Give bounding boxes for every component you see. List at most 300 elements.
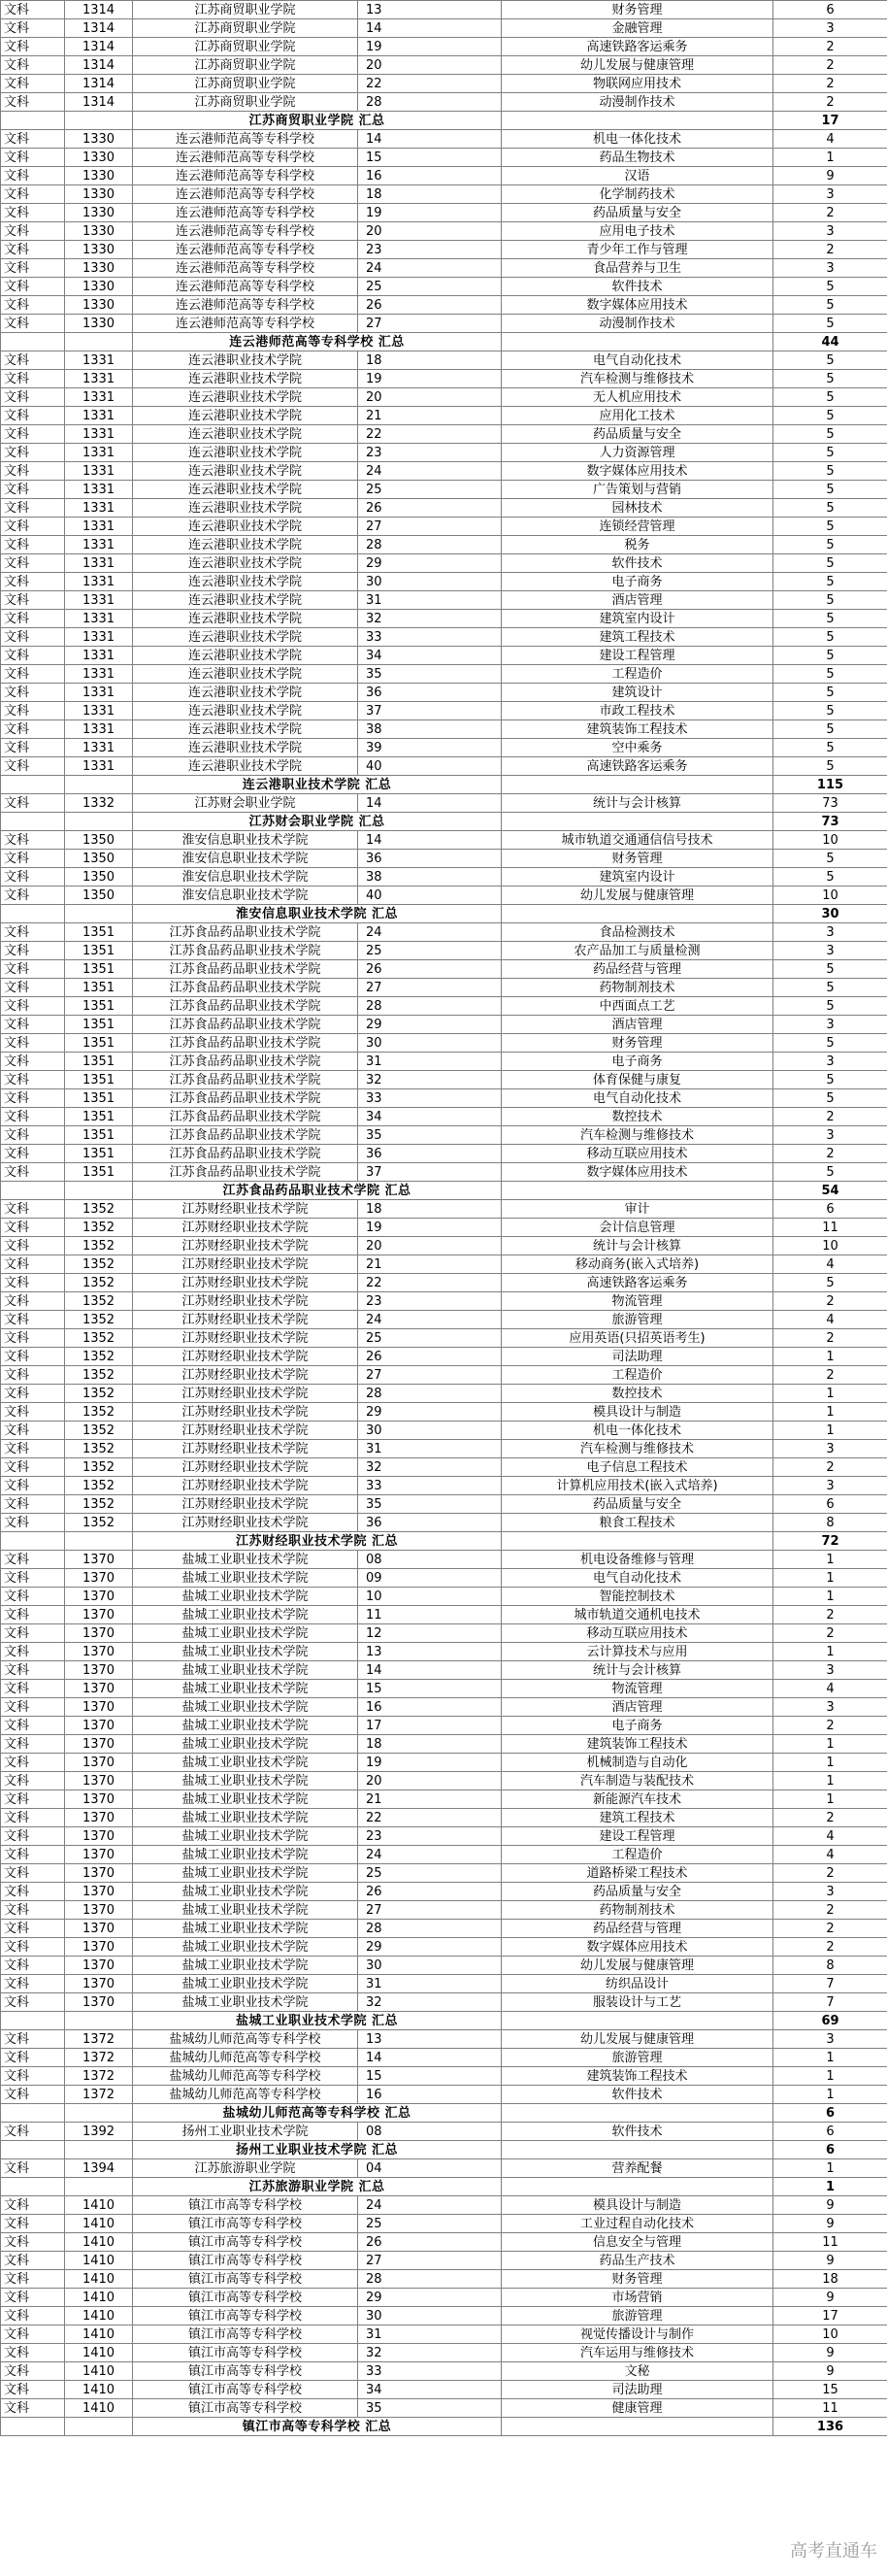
subject-cell: 文科 bbox=[1, 2196, 65, 2215]
major-name-cell: 道路桥梁工程技术 bbox=[502, 1864, 773, 1883]
empty-cell bbox=[65, 813, 133, 831]
plan-count-cell: 2 bbox=[773, 1809, 887, 1827]
table-row bbox=[1, 1385, 887, 1403]
major-code-cell: 19 bbox=[358, 38, 502, 56]
plan-count-cell: 2 bbox=[773, 241, 887, 259]
school-code-cell: 1351 bbox=[65, 1053, 133, 1071]
summary-row bbox=[1, 813, 887, 831]
major-name-cell: 物流管理 bbox=[502, 1680, 773, 1698]
major-name-cell: 电子商务 bbox=[502, 1717, 773, 1735]
plan-count-cell: 5 bbox=[773, 462, 887, 481]
school-name-cell: 盐城工业职业技术学院 bbox=[133, 1606, 358, 1624]
major-name-cell: 农产品加工与质量检测 bbox=[502, 942, 773, 960]
major-name-cell: 云计算技术与应用 bbox=[502, 1643, 773, 1661]
school-code-cell: 1410 bbox=[65, 2307, 133, 2325]
plan-count-cell: 5 bbox=[773, 960, 887, 979]
table-row bbox=[1, 1440, 887, 1458]
subject-cell: 文科 bbox=[1, 1957, 65, 1975]
major-code-cell: 14 bbox=[358, 794, 502, 813]
plan-count-cell: 5 bbox=[773, 1089, 887, 1108]
plan-count-cell: 5 bbox=[773, 1034, 887, 1053]
school-code-cell: 1370 bbox=[65, 1698, 133, 1717]
major-name-cell: 审计 bbox=[502, 1200, 773, 1219]
school-name-cell: 江苏财经职业技术学院 bbox=[133, 1440, 358, 1458]
subject-cell: 文科 bbox=[1, 684, 65, 702]
school-name-cell: 盐城工业职业技术学院 bbox=[133, 1772, 358, 1790]
table-row bbox=[1, 831, 887, 850]
major-name-cell: 模具设计与制造 bbox=[502, 1403, 773, 1422]
subject-cell: 文科 bbox=[1, 2233, 65, 2252]
school-code-cell: 1351 bbox=[65, 1145, 133, 1163]
major-name-cell: 应用化工技术 bbox=[502, 407, 773, 425]
plan-count-cell: 2 bbox=[773, 1292, 887, 1311]
table-row bbox=[1, 1569, 887, 1588]
plan-count-cell: 2 bbox=[773, 1864, 887, 1883]
table-row bbox=[1, 536, 887, 554]
school-name-cell: 连云港职业技术学院 bbox=[133, 554, 358, 573]
plan-count-cell: 5 bbox=[773, 757, 887, 776]
table-row bbox=[1, 149, 887, 167]
table-row bbox=[1, 1790, 887, 1809]
major-name-cell: 食品检测技术 bbox=[502, 923, 773, 942]
major-name-cell: 建设工程管理 bbox=[502, 647, 773, 665]
major-code-cell: 30 bbox=[358, 1034, 502, 1053]
plan-count-cell: 2 bbox=[773, 1145, 887, 1163]
major-code-cell: 24 bbox=[358, 1311, 502, 1329]
major-code-cell: 36 bbox=[358, 1514, 502, 1532]
school-code-cell: 1331 bbox=[65, 757, 133, 776]
plan-count-cell: 5 bbox=[773, 481, 887, 499]
table-row bbox=[1, 554, 887, 573]
summary-total: 17 bbox=[773, 112, 887, 130]
major-name-cell: 幼儿发展与健康管理 bbox=[502, 887, 773, 905]
empty-cell bbox=[65, 1182, 133, 1200]
school-name-cell: 江苏食品药品职业技术学院 bbox=[133, 979, 358, 997]
empty-cell bbox=[1, 2418, 65, 2436]
school-name-cell: 江苏商贸职业学院 bbox=[133, 38, 358, 56]
subject-cell: 文科 bbox=[1, 204, 65, 222]
school-name-cell: 盐城工业职业技术学院 bbox=[133, 1957, 358, 1975]
school-name-cell: 盐城工业职业技术学院 bbox=[133, 1883, 358, 1901]
major-code-cell: 27 bbox=[358, 1366, 502, 1385]
summary-row bbox=[1, 2104, 887, 2123]
summary-label: 盐城幼儿师范高等专科学校 汇总 bbox=[133, 2104, 502, 2123]
table-row bbox=[1, 2123, 887, 2141]
school-code-cell: 1331 bbox=[65, 536, 133, 554]
plan-count-cell: 5 bbox=[773, 351, 887, 370]
school-code-cell: 1331 bbox=[65, 407, 133, 425]
major-name-cell: 税务 bbox=[502, 536, 773, 554]
major-name-cell: 药品质量与安全 bbox=[502, 204, 773, 222]
summary-row bbox=[1, 2418, 887, 2436]
summary-label: 江苏财经职业技术学院 汇总 bbox=[133, 1532, 502, 1551]
table-row bbox=[1, 1237, 887, 1255]
school-name-cell: 江苏财经职业技术学院 bbox=[133, 1366, 358, 1385]
school-code-cell: 1331 bbox=[65, 499, 133, 518]
subject-cell: 文科 bbox=[1, 1643, 65, 1661]
school-code-cell: 1314 bbox=[65, 38, 133, 56]
major-code-cell: 32 bbox=[358, 1993, 502, 2012]
major-code-cell: 16 bbox=[358, 1698, 502, 1717]
plan-count-cell: 5 bbox=[773, 591, 887, 610]
major-name-cell: 旅游管理 bbox=[502, 2307, 773, 2325]
major-code-cell: 24 bbox=[358, 259, 502, 278]
subject-cell: 文科 bbox=[1, 997, 65, 1016]
plan-count-cell: 2 bbox=[773, 1366, 887, 1385]
school-code-cell: 1314 bbox=[65, 75, 133, 93]
plan-count-cell: 73 bbox=[773, 794, 887, 813]
school-name-cell: 淮安信息职业技术学院 bbox=[133, 868, 358, 887]
subject-cell: 文科 bbox=[1, 960, 65, 979]
watermark-text: 高考直通车 bbox=[790, 2541, 877, 2561]
table-row bbox=[1, 573, 887, 591]
table-row bbox=[1, 868, 887, 887]
empty-cell bbox=[65, 2178, 133, 2196]
school-code-cell: 1372 bbox=[65, 2067, 133, 2086]
subject-cell: 文科 bbox=[1, 19, 65, 38]
school-code-cell: 1370 bbox=[65, 1809, 133, 1827]
major-name-cell: 动漫制作技术 bbox=[502, 93, 773, 112]
table-row bbox=[1, 204, 887, 222]
table-row bbox=[1, 1993, 887, 2012]
plan-count-cell: 5 bbox=[773, 979, 887, 997]
plan-count-cell: 17 bbox=[773, 2307, 887, 2325]
plan-count-cell: 3 bbox=[773, 19, 887, 38]
summary-row bbox=[1, 1182, 887, 1200]
subject-cell: 文科 bbox=[1, 499, 65, 518]
table-row bbox=[1, 2159, 887, 2178]
school-code-cell: 1350 bbox=[65, 868, 133, 887]
school-name-cell: 盐城工业职业技术学院 bbox=[133, 1717, 358, 1735]
major-code-cell: 30 bbox=[358, 2307, 502, 2325]
major-name-cell: 高速铁路客运乘务 bbox=[502, 1274, 773, 1292]
plan-count-cell: 2 bbox=[773, 38, 887, 56]
major-code-cell: 33 bbox=[358, 628, 502, 647]
major-code-cell: 17 bbox=[358, 1717, 502, 1735]
table-row bbox=[1, 1366, 887, 1385]
major-name-cell: 健康管理 bbox=[502, 2399, 773, 2418]
major-code-cell: 20 bbox=[358, 1237, 502, 1255]
school-name-cell: 盐城工业职业技术学院 bbox=[133, 1661, 358, 1680]
table-row bbox=[1, 794, 887, 813]
table-row bbox=[1, 1422, 887, 1440]
school-code-cell: 1331 bbox=[65, 720, 133, 739]
subject-cell: 文科 bbox=[1, 2362, 65, 2381]
table-row bbox=[1, 130, 887, 149]
school-code-cell: 1330 bbox=[65, 130, 133, 149]
plan-count-cell: 4 bbox=[773, 1680, 887, 1698]
table-row bbox=[1, 444, 887, 462]
subject-cell: 文科 bbox=[1, 1883, 65, 1901]
table-row bbox=[1, 2399, 887, 2418]
major-code-cell: 36 bbox=[358, 684, 502, 702]
major-code-cell: 19 bbox=[358, 1219, 502, 1237]
subject-cell: 文科 bbox=[1, 2399, 65, 2418]
school-code-cell: 1331 bbox=[65, 462, 133, 481]
school-code-cell: 1370 bbox=[65, 1957, 133, 1975]
plan-count-cell: 9 bbox=[773, 2252, 887, 2270]
school-code-cell: 1351 bbox=[65, 1089, 133, 1108]
major-name-cell: 药品质量与安全 bbox=[502, 1883, 773, 1901]
school-code-cell: 1352 bbox=[65, 1348, 133, 1366]
school-name-cell: 江苏旅游职业学院 bbox=[133, 2159, 358, 2178]
major-code-cell: 31 bbox=[358, 1975, 502, 1993]
major-code-cell: 08 bbox=[358, 1551, 502, 1569]
subject-cell: 文科 bbox=[1, 665, 65, 684]
school-name-cell: 江苏商贸职业学院 bbox=[133, 93, 358, 112]
school-name-cell: 镇江市高等专科学校 bbox=[133, 2381, 358, 2399]
summary-total: 115 bbox=[773, 776, 887, 794]
major-code-cell: 04 bbox=[358, 2159, 502, 2178]
major-code-cell: 26 bbox=[358, 1883, 502, 1901]
plan-count-cell: 5 bbox=[773, 720, 887, 739]
school-code-cell: 1331 bbox=[65, 739, 133, 757]
table-row bbox=[1, 2270, 887, 2289]
table-row bbox=[1, 1680, 887, 1698]
table-row bbox=[1, 2215, 887, 2233]
school-name-cell: 江苏食品药品职业技术学院 bbox=[133, 1089, 358, 1108]
major-code-cell: 23 bbox=[358, 1827, 502, 1846]
table-row bbox=[1, 1274, 887, 1292]
major-code-cell: 21 bbox=[358, 407, 502, 425]
plan-count-cell: 10 bbox=[773, 2325, 887, 2344]
school-name-cell: 淮安信息职业技术学院 bbox=[133, 850, 358, 868]
school-code-cell: 1351 bbox=[65, 1071, 133, 1089]
school-code-cell: 1330 bbox=[65, 259, 133, 278]
major-name-cell: 食品营养与卫生 bbox=[502, 259, 773, 278]
major-code-cell: 16 bbox=[358, 2086, 502, 2104]
major-code-cell: 26 bbox=[358, 960, 502, 979]
major-code-cell: 19 bbox=[358, 204, 502, 222]
major-name-cell: 机械制造与自动化 bbox=[502, 1754, 773, 1772]
major-name-cell: 建筑工程技术 bbox=[502, 1809, 773, 1827]
school-code-cell: 1370 bbox=[65, 1846, 133, 1864]
major-code-cell: 25 bbox=[358, 1329, 502, 1348]
school-code-cell: 1350 bbox=[65, 831, 133, 850]
school-code-cell: 1370 bbox=[65, 1680, 133, 1698]
table-row bbox=[1, 1495, 887, 1514]
major-code-cell: 34 bbox=[358, 1108, 502, 1126]
major-name-cell: 数字媒体应用技术 bbox=[502, 296, 773, 315]
table-row bbox=[1, 997, 887, 1016]
school-code-cell: 1372 bbox=[65, 2030, 133, 2049]
subject-cell: 文科 bbox=[1, 241, 65, 259]
plan-count-cell: 5 bbox=[773, 444, 887, 462]
school-code-cell: 1370 bbox=[65, 1975, 133, 1993]
major-code-cell: 18 bbox=[358, 185, 502, 204]
table-row bbox=[1, 315, 887, 333]
major-name-cell: 电气自动化技术 bbox=[502, 1089, 773, 1108]
subject-cell: 文科 bbox=[1, 93, 65, 112]
subject-cell: 文科 bbox=[1, 1514, 65, 1532]
table-row bbox=[1, 93, 887, 112]
school-name-cell: 连云港师范高等专科学校 bbox=[133, 185, 358, 204]
subject-cell: 文科 bbox=[1, 1403, 65, 1422]
summary-row bbox=[1, 2141, 887, 2159]
empty-cell bbox=[502, 776, 773, 794]
empty-cell bbox=[502, 1532, 773, 1551]
subject-cell: 文科 bbox=[1, 2086, 65, 2104]
subject-cell: 文科 bbox=[1, 425, 65, 444]
major-name-cell: 应用电子技术 bbox=[502, 222, 773, 241]
school-code-cell: 1370 bbox=[65, 1569, 133, 1588]
subject-cell: 文科 bbox=[1, 628, 65, 647]
subject-cell: 文科 bbox=[1, 1034, 65, 1053]
subject-cell: 文科 bbox=[1, 1108, 65, 1126]
table-row bbox=[1, 610, 887, 628]
summary-total: 73 bbox=[773, 813, 887, 831]
major-code-cell: 30 bbox=[358, 573, 502, 591]
plan-count-cell: 2 bbox=[773, 93, 887, 112]
major-name-cell: 高速铁路客运乘务 bbox=[502, 38, 773, 56]
major-name-cell: 无人机应用技术 bbox=[502, 388, 773, 407]
plan-count-cell: 1 bbox=[773, 1403, 887, 1422]
school-name-cell: 江苏食品药品职业技术学院 bbox=[133, 923, 358, 942]
empty-cell bbox=[1, 2012, 65, 2030]
school-name-cell: 盐城工业职业技术学院 bbox=[133, 1698, 358, 1717]
major-code-cell: 14 bbox=[358, 1661, 502, 1680]
subject-cell: 文科 bbox=[1, 1551, 65, 1569]
school-code-cell: 1410 bbox=[65, 2325, 133, 2344]
subject-cell: 文科 bbox=[1, 923, 65, 942]
school-name-cell: 连云港职业技术学院 bbox=[133, 628, 358, 647]
major-code-cell: 18 bbox=[358, 1735, 502, 1754]
school-code-cell: 1370 bbox=[65, 1864, 133, 1883]
major-name-cell: 工程造价 bbox=[502, 665, 773, 684]
school-code-cell: 1370 bbox=[65, 1735, 133, 1754]
plan-count-cell: 8 bbox=[773, 1957, 887, 1975]
table-row bbox=[1, 296, 887, 315]
major-name-cell: 模具设计与制造 bbox=[502, 2196, 773, 2215]
subject-cell: 文科 bbox=[1, 1422, 65, 1440]
subject-cell: 文科 bbox=[1, 149, 65, 167]
major-code-cell: 27 bbox=[358, 979, 502, 997]
school-name-cell: 江苏财经职业技术学院 bbox=[133, 1495, 358, 1514]
subject-cell: 文科 bbox=[1, 2049, 65, 2067]
school-name-cell: 连云港师范高等专科学校 bbox=[133, 259, 358, 278]
major-name-cell: 工程造价 bbox=[502, 1366, 773, 1385]
plan-count-cell: 2 bbox=[773, 1108, 887, 1126]
school-name-cell: 连云港职业技术学院 bbox=[133, 444, 358, 462]
school-name-cell: 盐城工业职业技术学院 bbox=[133, 1975, 358, 1993]
plan-count-cell: 4 bbox=[773, 1311, 887, 1329]
table-row bbox=[1, 167, 887, 185]
subject-cell: 文科 bbox=[1, 702, 65, 720]
subject-cell: 文科 bbox=[1, 1735, 65, 1754]
subject-cell: 文科 bbox=[1, 1495, 65, 1514]
major-code-cell: 13 bbox=[358, 1, 502, 19]
plan-count-cell: 1 bbox=[773, 1754, 887, 1772]
table-row bbox=[1, 1016, 887, 1034]
subject-cell: 文科 bbox=[1, 794, 65, 813]
school-name-cell: 盐城幼儿师范高等专科学校 bbox=[133, 2086, 358, 2104]
school-code-cell: 1350 bbox=[65, 850, 133, 868]
major-name-cell: 信息安全与管理 bbox=[502, 2233, 773, 2252]
major-name-cell: 旅游管理 bbox=[502, 1311, 773, 1329]
subject-cell: 文科 bbox=[1, 1385, 65, 1403]
subject-cell: 文科 bbox=[1, 481, 65, 499]
school-code-cell: 1410 bbox=[65, 2233, 133, 2252]
table-row bbox=[1, 185, 887, 204]
subject-cell: 文科 bbox=[1, 1458, 65, 1477]
plan-count-cell: 9 bbox=[773, 167, 887, 185]
school-name-cell: 盐城工业职业技术学院 bbox=[133, 1809, 358, 1827]
school-name-cell: 连云港职业技术学院 bbox=[133, 573, 358, 591]
plan-count-cell: 5 bbox=[773, 739, 887, 757]
school-name-cell: 连云港职业技术学院 bbox=[133, 720, 358, 739]
major-code-cell: 14 bbox=[358, 831, 502, 850]
table-row bbox=[1, 647, 887, 665]
major-name-cell: 药品质量与安全 bbox=[502, 425, 773, 444]
school-name-cell: 江苏食品药品职业技术学院 bbox=[133, 1071, 358, 1089]
table-row bbox=[1, 407, 887, 425]
school-name-cell: 江苏食品药品职业技术学院 bbox=[133, 1053, 358, 1071]
school-name-cell: 江苏商贸职业学院 bbox=[133, 75, 358, 93]
school-name-cell: 连云港职业技术学院 bbox=[133, 610, 358, 628]
subject-cell: 文科 bbox=[1, 1053, 65, 1071]
plan-count-cell: 9 bbox=[773, 2362, 887, 2381]
empty-cell bbox=[1, 813, 65, 831]
summary-total: 6 bbox=[773, 2104, 887, 2123]
school-name-cell: 盐城幼儿师范高等专科学校 bbox=[133, 2049, 358, 2067]
subject-cell: 文科 bbox=[1, 1163, 65, 1182]
plan-count-cell: 5 bbox=[773, 425, 887, 444]
major-name-cell: 市场营销 bbox=[502, 2289, 773, 2307]
subject-cell: 文科 bbox=[1, 1089, 65, 1108]
school-code-cell: 1370 bbox=[65, 1790, 133, 1809]
empty-cell bbox=[502, 905, 773, 923]
school-name-cell: 盐城工业职业技术学院 bbox=[133, 1901, 358, 1920]
major-code-cell: 23 bbox=[358, 241, 502, 259]
major-name-cell: 财务管理 bbox=[502, 1, 773, 19]
school-name-cell: 盐城工业职业技术学院 bbox=[133, 1993, 358, 2012]
major-name-cell: 移动商务(嵌入式培养) bbox=[502, 1255, 773, 1274]
major-code-cell: 34 bbox=[358, 2381, 502, 2399]
plan-count-cell: 4 bbox=[773, 130, 887, 149]
major-code-cell: 23 bbox=[358, 1292, 502, 1311]
school-code-cell: 1410 bbox=[65, 2362, 133, 2381]
plan-count-cell: 1 bbox=[773, 2086, 887, 2104]
plan-count-cell: 1 bbox=[773, 1735, 887, 1754]
major-name-cell: 数字媒体应用技术 bbox=[502, 1163, 773, 1182]
major-name-cell: 市政工程技术 bbox=[502, 702, 773, 720]
school-name-cell: 江苏财会职业学院 bbox=[133, 794, 358, 813]
school-code-cell: 1352 bbox=[65, 1274, 133, 1292]
subject-cell: 文科 bbox=[1, 2381, 65, 2399]
table-row bbox=[1, 38, 887, 56]
major-name-cell: 青少年工作与管理 bbox=[502, 241, 773, 259]
major-code-cell: 10 bbox=[358, 1588, 502, 1606]
empty-cell bbox=[502, 2178, 773, 2196]
table-row bbox=[1, 1071, 887, 1089]
school-name-cell: 江苏财经职业技术学院 bbox=[133, 1403, 358, 1422]
major-name-cell: 高速铁路客运乘务 bbox=[502, 757, 773, 776]
school-code-cell: 1331 bbox=[65, 351, 133, 370]
major-name-cell: 文秘 bbox=[502, 2362, 773, 2381]
plan-count-cell: 2 bbox=[773, 75, 887, 93]
empty-cell bbox=[1, 905, 65, 923]
summary-label: 盐城工业职业技术学院 汇总 bbox=[133, 2012, 502, 2030]
table-row bbox=[1, 1883, 887, 1901]
summary-row bbox=[1, 112, 887, 130]
empty-cell bbox=[1, 2141, 65, 2159]
plan-count-cell: 9 bbox=[773, 2344, 887, 2362]
summary-total: 6 bbox=[773, 2141, 887, 2159]
school-code-cell: 1410 bbox=[65, 2289, 133, 2307]
plan-count-cell: 5 bbox=[773, 850, 887, 868]
major-name-cell: 汽车制造与装配技术 bbox=[502, 1772, 773, 1790]
subject-cell: 文科 bbox=[1, 1016, 65, 1034]
